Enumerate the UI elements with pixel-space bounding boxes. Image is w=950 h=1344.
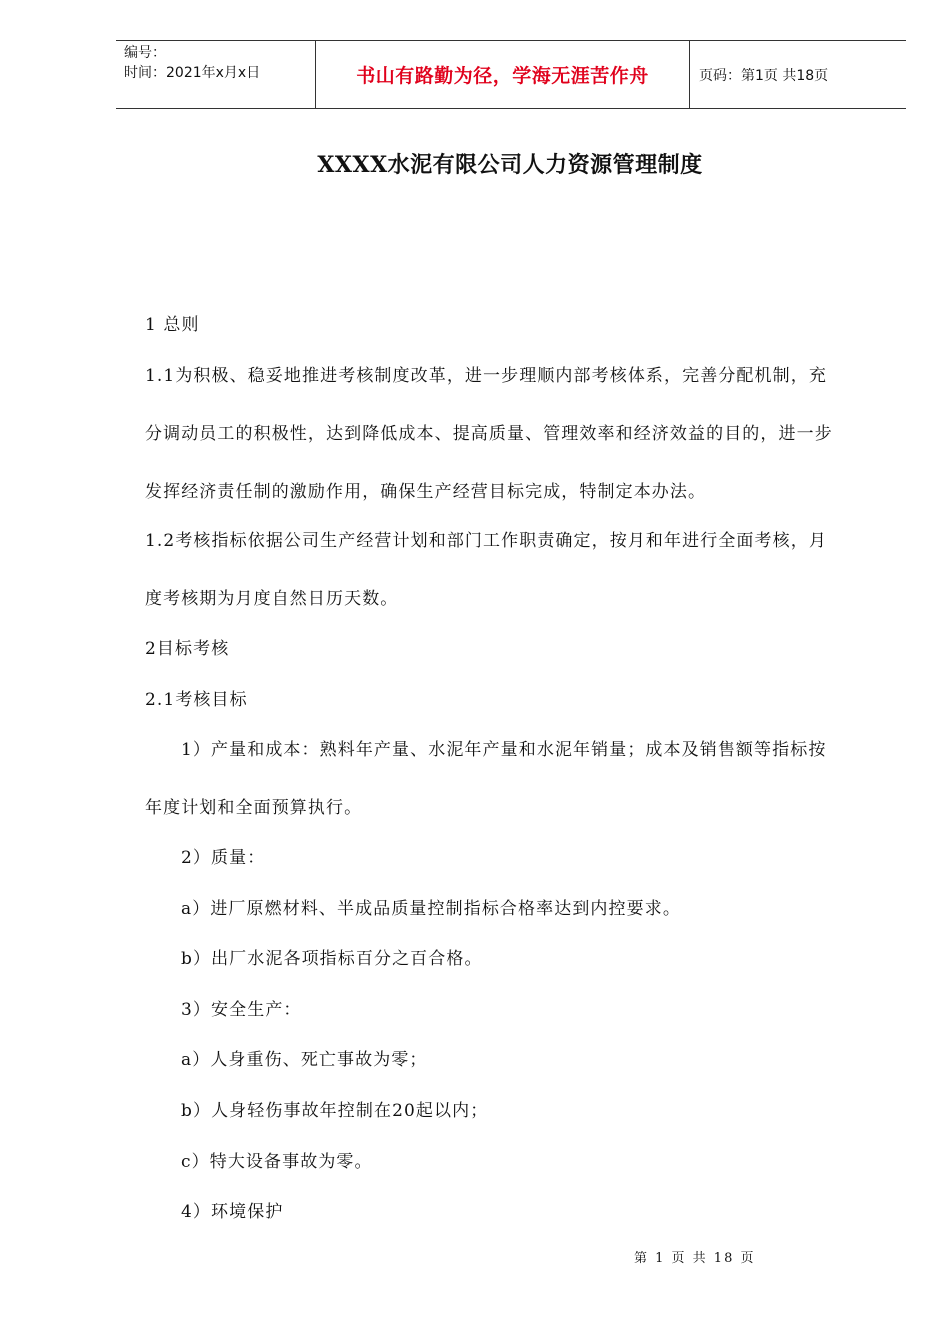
document-title: XXXX水泥有限公司人力资源管理制度 bbox=[317, 152, 703, 178]
list-item: 4）环境保护 bbox=[181, 1202, 284, 1222]
header-page-cell bbox=[690, 41, 906, 108]
list-item: 2）质量： bbox=[181, 848, 266, 868]
paragraph-line: 1.1为积极、稳妥地推进考核制度改革，进一步理顺内部考核体系，完善分配机制，充 bbox=[145, 366, 827, 386]
paragraph-line: 年度计划和全面预算执行。 bbox=[145, 798, 363, 818]
section-heading: 1 总则 bbox=[145, 315, 200, 335]
page-info: 页码：第1页 共18页 bbox=[699, 67, 829, 84]
paragraph-line: 分调动员工的积极性，达到降低成本、提高质量、管理效率和经济效益的目的，进一步 bbox=[145, 424, 833, 444]
time-label: 时间：2021年x月x日 bbox=[124, 65, 261, 81]
header-motto-cell bbox=[316, 41, 690, 108]
subsection-heading: 2.1考核目标 bbox=[145, 690, 248, 710]
list-item: b）出厂水泥各项指标百分之百合格。 bbox=[181, 949, 483, 969]
page-footer: 第 1 页 共 18 页 bbox=[634, 1251, 756, 1266]
document-header bbox=[116, 40, 906, 109]
paragraph-line: 1.2考核指标依据公司生产经营计划和部门工作职责确定，按月和年进行全面考核，月 bbox=[145, 531, 827, 551]
list-item: 3）安全生产： bbox=[181, 1000, 302, 1020]
paragraph-line: 发挥经济责任制的激励作用，确保生产经营目标完成，特制定本办法。 bbox=[145, 482, 707, 502]
list-item: c）特大设备事故为零。 bbox=[181, 1152, 373, 1172]
list-item: a）进厂原燃材料、半成品质量控制指标合格率达到内控要求。 bbox=[181, 899, 681, 919]
list-item: a）人身重伤、死亡事故为零； bbox=[181, 1050, 428, 1070]
list-item: b）人身轻伤事故年控制在20起以内； bbox=[181, 1101, 489, 1121]
header-meta-cell bbox=[116, 41, 316, 108]
paragraph-line: 度考核期为月度自然日历天数。 bbox=[145, 589, 399, 609]
list-item: 1）产量和成本：熟料年产量、水泥年产量和水泥年销量；成本及销售额等指标按 bbox=[181, 740, 827, 760]
number-label: 编号： bbox=[124, 45, 166, 61]
section-heading: 2目标考核 bbox=[145, 639, 230, 659]
motto-text: 书山有路勤为径，学海无涯苦作舟 bbox=[356, 65, 649, 87]
